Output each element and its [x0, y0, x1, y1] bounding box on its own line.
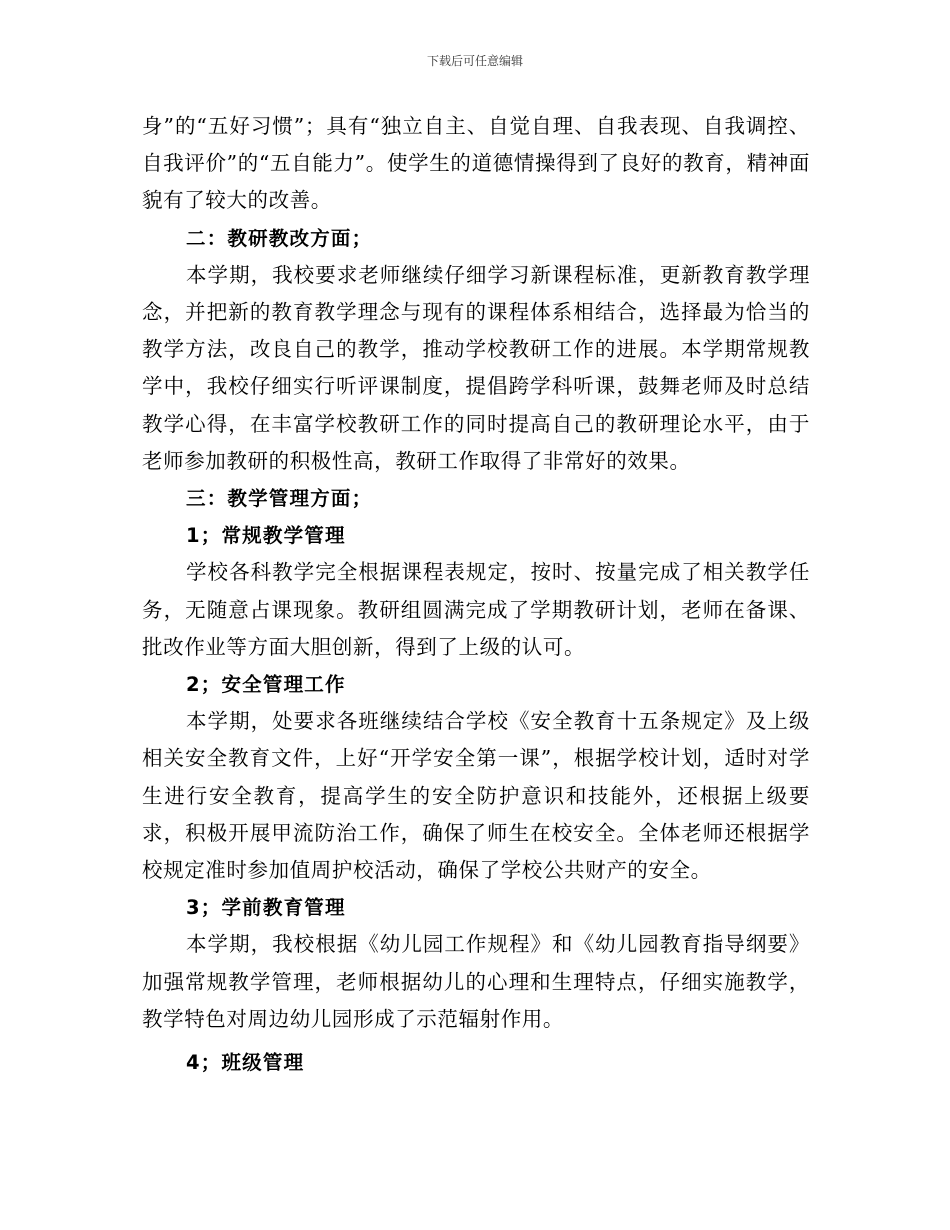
paragraph-teaching-research: 本学期，我校要求老师继续仔细学习新课程标准，更新教育教学理念，并把新的教育教学理念与现有的课程体系相结合，选择最为恰当的教学方法，改良自己的教学，推动学校教研工作的进展。本学期常规教学中，我校仔细实行听评课制度，提倡跨学科听课，鼓舞老师及时总结教学心得，在丰富学校教研工作的同时提高自己的教研理论水平，由于老师参加教研的积极性高，教研工作取得了非常好的效果。 — [142, 262, 810, 473]
paragraph-safety-management: 本学期，处要求各班继续结合学校《安全教育十五条规定》及上级相关安全教育文件，上好“开学安全第一课”，根据学校计划，适时对学生进行安全教育，提高学生的安全防护意识和技能外，还根据上级要求，积极开展甲流防治工作，确保了师生在校安全。全体老师还根据学校规定准时参加值周护校活动，确保了学校公共财产的安全。 — [142, 709, 810, 883]
subheading-class-management: 4；班级管理 — [186, 1051, 305, 1075]
subheading-safety-management: 2；安全管理工作 — [186, 673, 346, 697]
subheading-routine-teaching: 1；常规教学管理 — [186, 524, 346, 548]
section-heading-teaching-management: 三：教学管理方面； — [186, 487, 373, 511]
page-header: 下载后可任意编辑 — [426, 54, 523, 68]
paragraph-routine-teaching: 学校各科教学完全根据课程表规定，按时、按量完成了相关教学任务，无随意占课现象。教研组圆满完成了学期教研计划，老师在备课、批改作业等方面大胆创新，得到了上级的认可。 — [142, 560, 810, 659]
document-body — [142, 108, 810, 1081]
subheading-preschool-management: 3；学前教育管理 — [186, 896, 346, 920]
section-heading-teaching-research: 二：教研教改方面； — [186, 226, 373, 250]
paragraph-continuation: 身”的“五好习惯”；具有“独立自主、自觉自理、自我表现、自我调控、自我评价”的“五自能力”。使学生的道德情操得到了良好的教育，精神面貌有了较大的改善。 — [142, 114, 810, 213]
paragraph-preschool-management: 本学期，我校根据《幼儿园工作规程》和《幼儿园教育指导纲要》加强常规教学管理，老师根据幼儿的心理和生理特点，仔细实施教学，教学特色对周边幼儿园形成了示范辐射作用。 — [142, 932, 810, 1031]
